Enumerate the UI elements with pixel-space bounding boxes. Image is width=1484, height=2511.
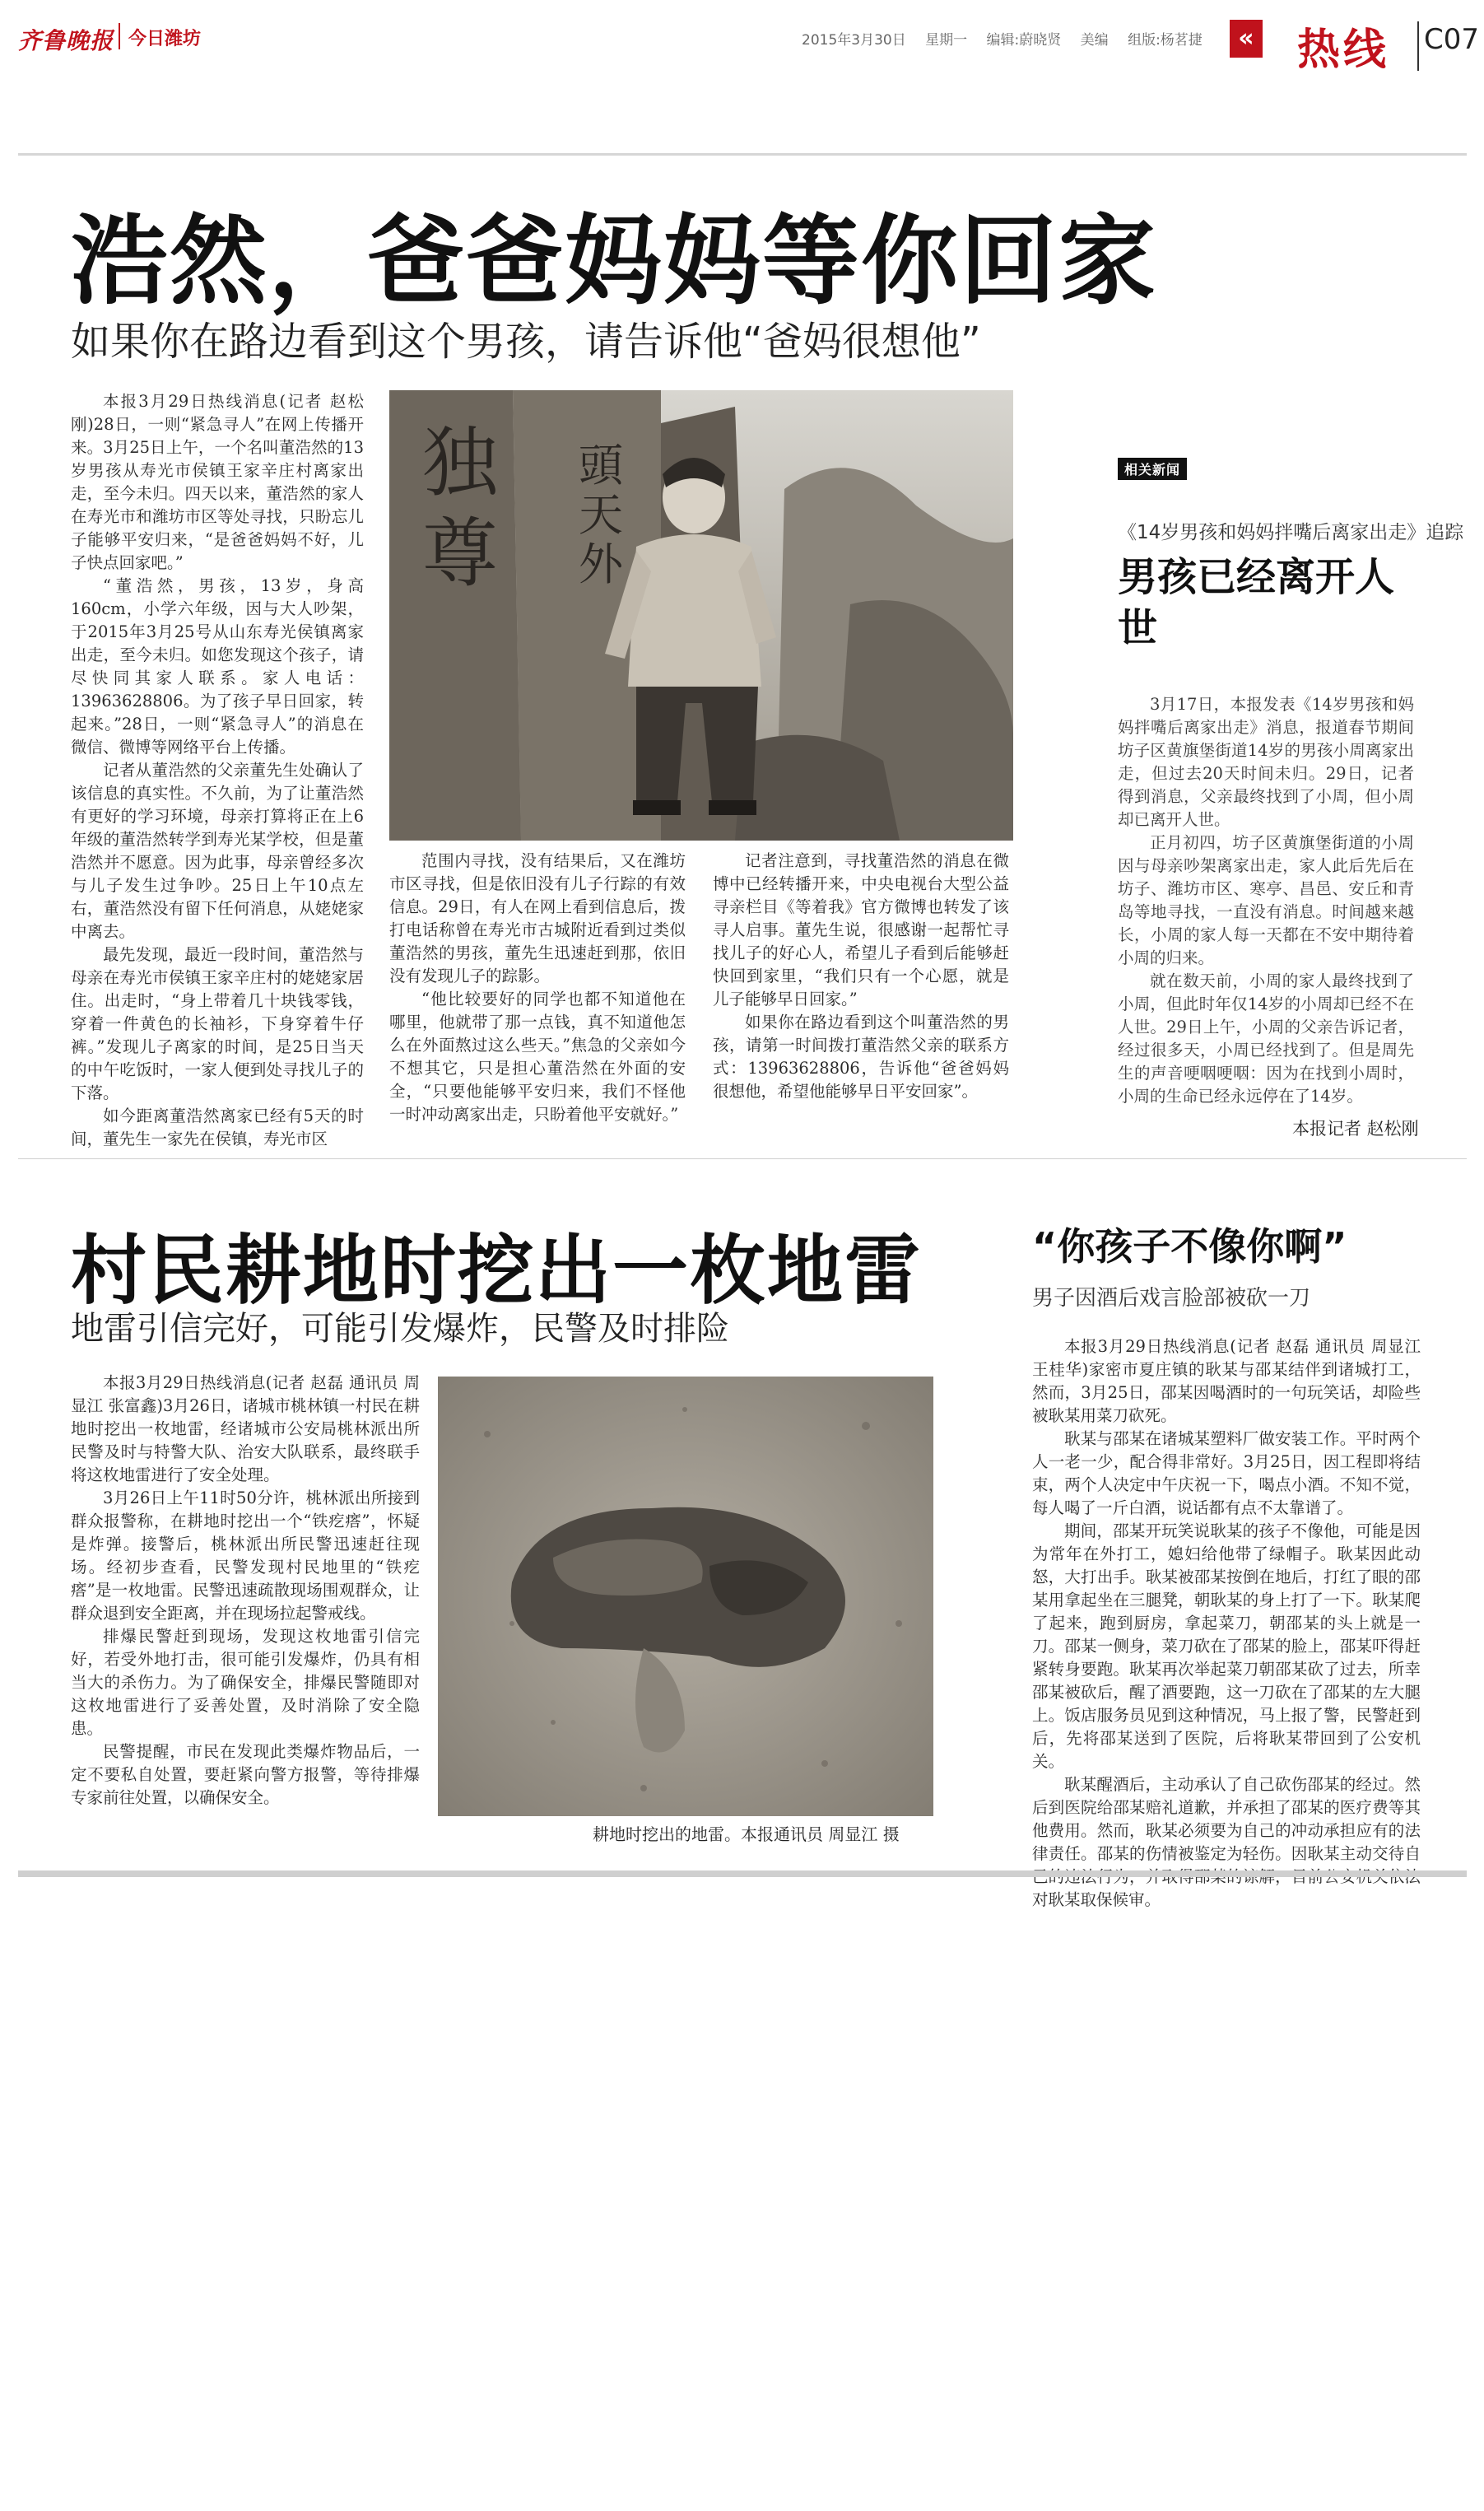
boy-photo (389, 390, 1013, 841)
issue-meta (802, 28, 1217, 49)
paragraph: 本报3月29日热线消息(记者 赵磊 通讯员 周显江 王桂华)家密市夏庄镇的耿某与邵某结伴到诸城打工，然而，3月25日，邵某因喝酒时的一句玩笑话，却险些被耿某用菜刀砍死。 (1032, 1337, 1421, 1425)
paragraph: 耿某与邵某在诸城某塑料厂做安装工作。平时两个人一老一少，配合得非常好。3月25日，因工程即将结束，两个人决定中午庆祝一下，喝点小酒。不知不觉，每人喝了一斤白酒，说话都有点不太靠谱了。 (1032, 1429, 1421, 1517)
story2-headline: 村民耕地时挖出一枚地雷 (71, 1227, 923, 1315)
issue-date: 2015年3月30日 (802, 32, 906, 49)
section-name: 今日潍坊 (128, 29, 202, 49)
svg-text:外: 外 (579, 538, 623, 590)
svg-text:天: 天 (579, 489, 623, 541)
bottom-rule (18, 1870, 1467, 1877)
issue-weekday: 星期一 (925, 32, 968, 49)
paragraph: 3月17日，本报发表《14岁男孩和妈妈拌嘴后离家出走》消息，报道春节期间坊子区黄旗堡街道14岁的男孩小周离家出走，但过去20天时间未归。29日，记者得到消息，父亲最终找到了小周，但小周却已离开人世。 (1118, 695, 1414, 829)
paragraph: 范围内寻找，没有结果后，又在潍坊市区寻找，但是依旧没有儿子行踪的有效信息。29日，有人在网上看到信息后，拨打电话称曾在寿光市古城附近看到过类似董浩然的男孩，董先生迅速赶到那，依旧没有发现儿子的踪影。 (389, 851, 686, 985)
paragraph: 本报3月29日热线消息(记者 赵松刚)28日，一则“紧急寻人”在网上传播开来。3月25日上午，一个名叫董浩然的13岁男孩从寿光市侯镇王家辛庄村离家出走，至今未归。四天以来，董浩然的家人在寿光市和潍坊市区等处寻找，只盼忘儿子能够平安归来，“是爸爸妈妈不好，儿子快点回家吧。” (71, 392, 364, 572)
landmine-photo-illustration (438, 1377, 933, 1816)
svg-text:独: 独 (422, 419, 499, 507)
story1-subheadline: 如果你在路边看到这个男孩，请告诉他“爸妈很想他” (71, 319, 981, 365)
header-divider (1417, 21, 1419, 71)
paragraph: 如果你在路边看到这个叫董浩然的男孩，请第一时间拨打董浩然父亲的联系方式：13963628806，告诉他“爸爸妈妈很想他，希望他能够早日平安回家”。 (713, 1013, 1009, 1101)
story1-column-3 (713, 850, 1009, 1142)
editor-credit: 编辑:蔚晓贤 (986, 32, 1062, 49)
related-news-tag: 相关新闻 (1118, 458, 1187, 480)
story1-headline: 浩然，爸爸妈妈等你回家 (71, 204, 1158, 318)
paragraph: 正月初四，坊子区黄旗堡街道的小周因与母亲吵架离家出走，家人此后先后在坊子、潍坊市区、寒亭、昌邑、安丘和青岛等地寻找，一直没有消息。时间越来越长，小周的家人每一天都在不安中期待着小周的归来。 (1118, 833, 1414, 967)
story1-column-1 (71, 390, 364, 1148)
hotline-section-title: 热线 (1297, 26, 1390, 75)
paragraph: 记者从董浩然的父亲董先生处确认了该信息的真实性。不久前，为了让董浩然有更好的学习环境，母亲打算将正在上6年级的董浩然转学到寿光某学校，但是董浩然并不愿意。因为此事，母亲曾经多次与儿子发生过争吵。25日上午10点左右，董浩然没有留下任何消息，从姥姥家中离去。 (71, 761, 364, 941)
story2-subheadline: 地雷引信完好，可能引发爆炸，民警及时排险 (71, 1310, 729, 1348)
paragraph: “他比较要好的同学也都不知道他在哪里，他就带了那一点钱，真不知道他怎么在外面熬过这么些天。”焦急的父亲如今不想其它，只是担心董浩然在外面的安全，“只要他能够平安归来，我们不怪他一时冲动离家出走，只盼着他平安就好。” (389, 990, 686, 1124)
paragraph: 如今距离董浩然离家已经有5天的时间，董先生一家先在侯镇，寿光市区 (71, 1106, 364, 1148)
paragraph: 耿某醒酒后，主动承认了自己砍伤邵某的经过。然后到医院给邵某赔礼道歉，并承担了邵某的医疗费等其他费用。然而，耿某必须要为自己的冲动承担应有的法律责任。邵某的伤情被鉴定为轻伤。因耿某主动交待自 对耿某取保候审。 (1032, 1775, 1421, 1909)
svg-text:頭: 頭 (579, 440, 623, 491)
landmine-photo (438, 1377, 933, 1816)
sidebar-byline: 本报记者 赵松刚 (1292, 1119, 1419, 1139)
page-number: C07 (1424, 23, 1480, 56)
sidebar-kicker: 《14岁男孩和妈妈拌嘴后离家出走》追踪 (1118, 522, 1464, 543)
designer-credit: 美编 (1080, 32, 1109, 49)
story3-subheadline: 男子因酒后戏言脸部被砍一刀 (1032, 1286, 1311, 1311)
story2-body (71, 1372, 420, 1833)
paragraph: 民警提醒，市民在发现此类爆炸物品后，一定不要私自处置，要赶紧向警方报警，等待排爆专家前往处置，以确保安全。 (71, 1742, 420, 1807)
middle-rule (18, 1158, 1467, 1159)
story3-headline: “你孩子不像你啊” (1032, 1224, 1347, 1269)
paragraph: 本报3月29日热线消息(记者 赵磊 通讯员 周显江 张富鑫)3月26日，诸城市桃林镇一村民在耕地时挖出一枚地雷，经诸城市公安局桃林派出所民警及时与特警大队、治安大队联系，最终联手将这枚地雷进行了安全处理。 (71, 1373, 420, 1484)
paragraph: “董浩然，男孩，13岁，身高160cm，小学六年级，因与大人吵架，于2015年3月25号从山东寿光侯镇离家出走，至今未归。如您发现这个孩子，请尽快同其家人联系。家人电话：13963628806。为了孩子早日回家，转起来。”28日，一则“紧急寻人”的消息在微信、微博等网络平台上传播。 (71, 576, 364, 757)
story1-column-2 (389, 850, 686, 1142)
svg-text:尊: 尊 (422, 510, 499, 598)
paragraph: 期间，邵某开玩笑说耿某的孩子不像他，可能是因为常年在外打工，媳妇给他带了绿帽子。耿某因此动怒，大打出手。耿某被邵某按倒在地后，打红了眼的邵某用拿起坐在三腿凳，朝耿某的身上打了一下。耿某爬了起来，跑到厨房，拿起菜刀，朝邵某的头上就是一刀。邵某一侧身，菜刀砍在了邵某的脸上，邵某吓得赶紧转身要跑。耿某再次举起菜刀朝邵某砍了过去，所幸邵某被砍后，醒了酒要跑，这一刀砍在了邵某的左大腿上。饭店服务员见到这种情况，马上报了警，民警赶到后，先将邵某送到了医院，后将耿某带回到了公安机关。 (1032, 1521, 1421, 1771)
boy-photo-illustration (389, 390, 1013, 841)
story3-body (1032, 1335, 1421, 1909)
paragraph: 记者注意到，寻找董浩然的消息在微博中已经转播开来，中央电视台大型公益寻亲栏目《等着我》官方微博也转发了该寻人启事。董先生说，很感谢一起帮忙寻找儿子的好心人，希望儿子看到后能够赶快回到家里，“我们只有一个心愿，就是儿子能够早日回家。” (713, 851, 1009, 1009)
paragraph: 最先发现，最近一段时间，董浩然与母亲在寿光市侯镇王家辛庄村的姥姥家居住。出走时，“身上带着几十块钱零钱，穿着一件黄色的长袖衫，下身穿着牛仔裤。”发现儿子离家的时间，是25日当天的中午吃饭时，一家人便到处寻找儿子的下落。 (71, 945, 364, 1102)
paragraph: 排爆民警赶到现场，发现这枚地雷引信完好，若受外地打击，很可能引发爆炸，仍具有相当大的杀伤力。为了确保安全，排爆民警随即对这枚地雷进行了妥善处置，及时消除了安全隐患。 (71, 1627, 420, 1738)
sidebar-headline: 男孩已经离开人世 (1118, 554, 1395, 651)
masthead-logo: 齐鲁晚报 (18, 27, 114, 54)
hotline-chevron-icon: « (1230, 20, 1263, 58)
top-rule (18, 153, 1467, 156)
landmine-photo-caption: 耕地时挖出的地雷。本报通讯员 周显江 摄 (593, 1824, 900, 1844)
layout-credit: 组版:杨茗捷 (1128, 32, 1203, 49)
masthead-divider (119, 23, 120, 49)
paragraph: 3月26日上午11时50分许，桃林派出所接到群众报警称，在耕地时挖出一个“铁疙瘩”，怀疑是炸弹。接警后，桃林派出所民警迅速赶往现场。经初步查看，民警发现村民地里的“铁疙瘩”是一枚地雷。民警迅速疏散现场围观群众，让群众退到安全距离，并在现场拉起警戒线。 (71, 1488, 420, 1623)
paragraph: 就在数天前，小周的家人最终找到了小周，但此时年仅14岁的小周却已经不在人世。29日上午，小周的父亲告诉记者，经过很多天，小周已经找到了。但是周先生的声音哽咽哽咽：因为在找到小周时，小周的生命已经永远停在了14岁。 (1118, 971, 1414, 1106)
sidebar-body (1118, 693, 1414, 1108)
